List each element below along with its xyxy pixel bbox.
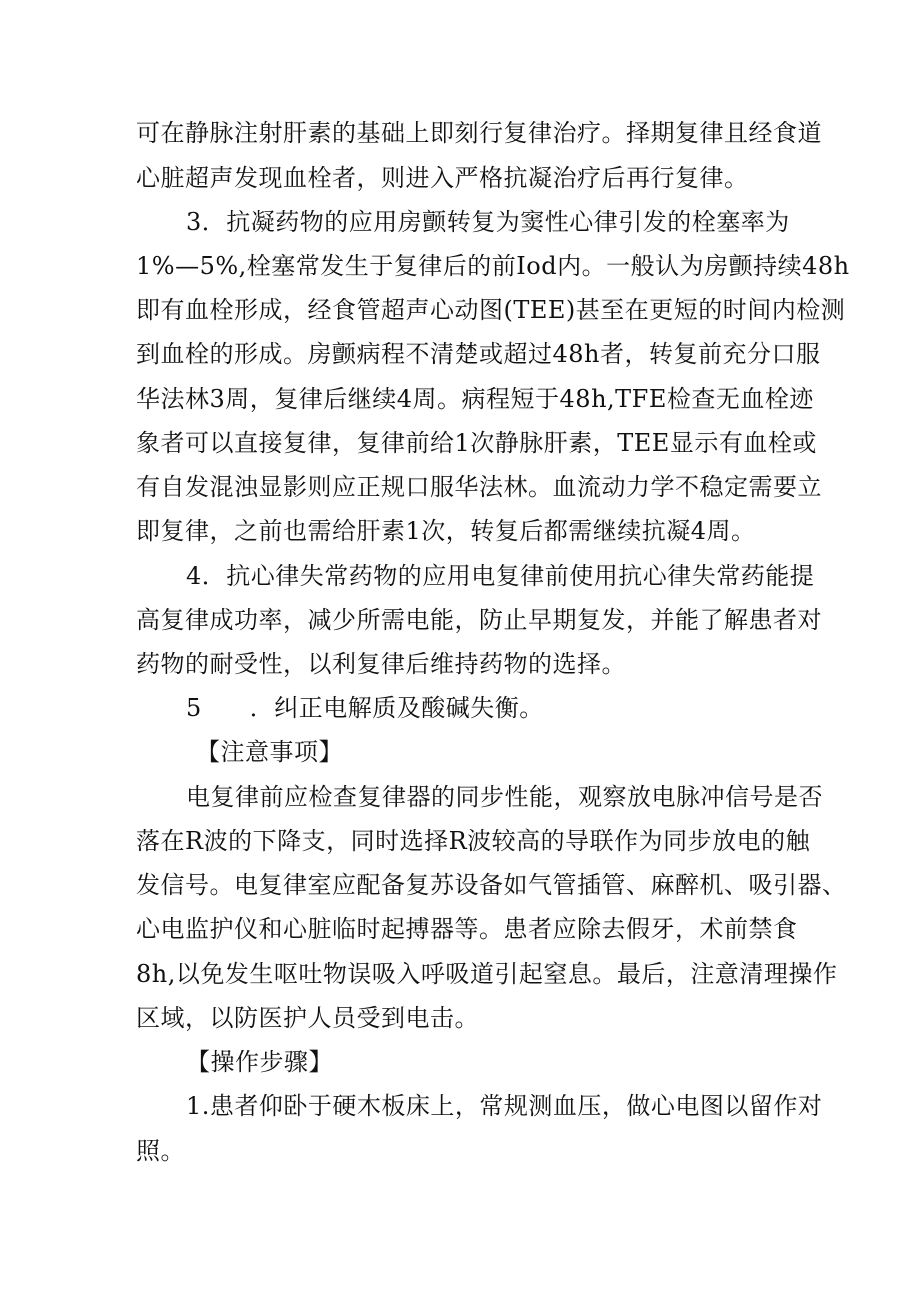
text-line: 3．抗凝药物的应用房颤转复为窦性心律引发的栓塞率为	[186, 208, 790, 236]
text-line: 高复律成功率，减少所需电能，防止早期复发，并能了解患者对	[136, 606, 822, 634]
text-line: 华法林3周，复律后继续4周。病程短于48h,TFE检查无血栓迹	[136, 385, 814, 413]
text-line: 区域，以防医护人员受到电击。	[136, 1004, 479, 1032]
text-line: 4．抗心律失常药物的应用电复律前使用抗心律失常药能提	[186, 562, 815, 590]
item-number: 5	[186, 694, 202, 722]
text-line: 有自发混浊显影则应正规口服华法林。血流动力学不稳定需要立	[136, 473, 822, 501]
text-line: 1%—5%,栓塞常发生于复律后的前Iod内。一般认为房颤持续48h	[136, 252, 850, 280]
item-text: ．纠正电解质及酸碱失衡。	[249, 694, 544, 722]
text-line: 到血栓的形成。房颤病程不清楚或超过48h者，转复前充分口服	[136, 340, 821, 368]
text-line: 落在R波的下降支，同时选择R波较高的导联作为同步放电的触	[136, 827, 811, 855]
text-line: 即复律，之前也需给肝素1次，转复后都需继续抗凝4周。	[136, 517, 756, 545]
section-heading-notes: 【注意事项】	[196, 738, 343, 766]
text-line: 8h,以免发生呕吐物误吸入呼吸道引起窒息。最后，注意清理操作	[136, 960, 838, 988]
section-heading-steps: 【操作步骤】	[186, 1048, 333, 1076]
text-line: 可在静脉注射肝素的基础上即刻行复律治疗。择期复律且经食道	[136, 119, 822, 147]
text-line: 象者可以直接复律，复律前给1次静脉肝素，TEE显示有血栓或	[136, 429, 817, 457]
text-line: 照。	[136, 1137, 185, 1165]
text-line: 即有血栓形成，经食管超声心动图(TEE)甚至在更短的时间内检测	[136, 296, 846, 324]
text-line: 药物的耐受性，以利复律后维持药物的选择。	[136, 650, 626, 678]
text-line: 发信号。电复律室应配备复苏设备如气管插管、麻醉机、吸引器、	[136, 871, 847, 899]
text-line: 心脏超声发现血栓者，则进入严格抗凝治疗后再行复律。	[136, 164, 749, 192]
text-line: 心电监护仪和心脏临时起搏器等。患者应除去假牙，术前禁食	[136, 915, 798, 943]
text-line: 电复律前应检查复律器的同步性能，观察放电脉冲信号是否	[186, 783, 823, 811]
text-line	[186, 693, 866, 723]
text-line: 1.患者仰卧于硬木板床上，常规测血压，做心电图以留作对	[186, 1092, 823, 1120]
